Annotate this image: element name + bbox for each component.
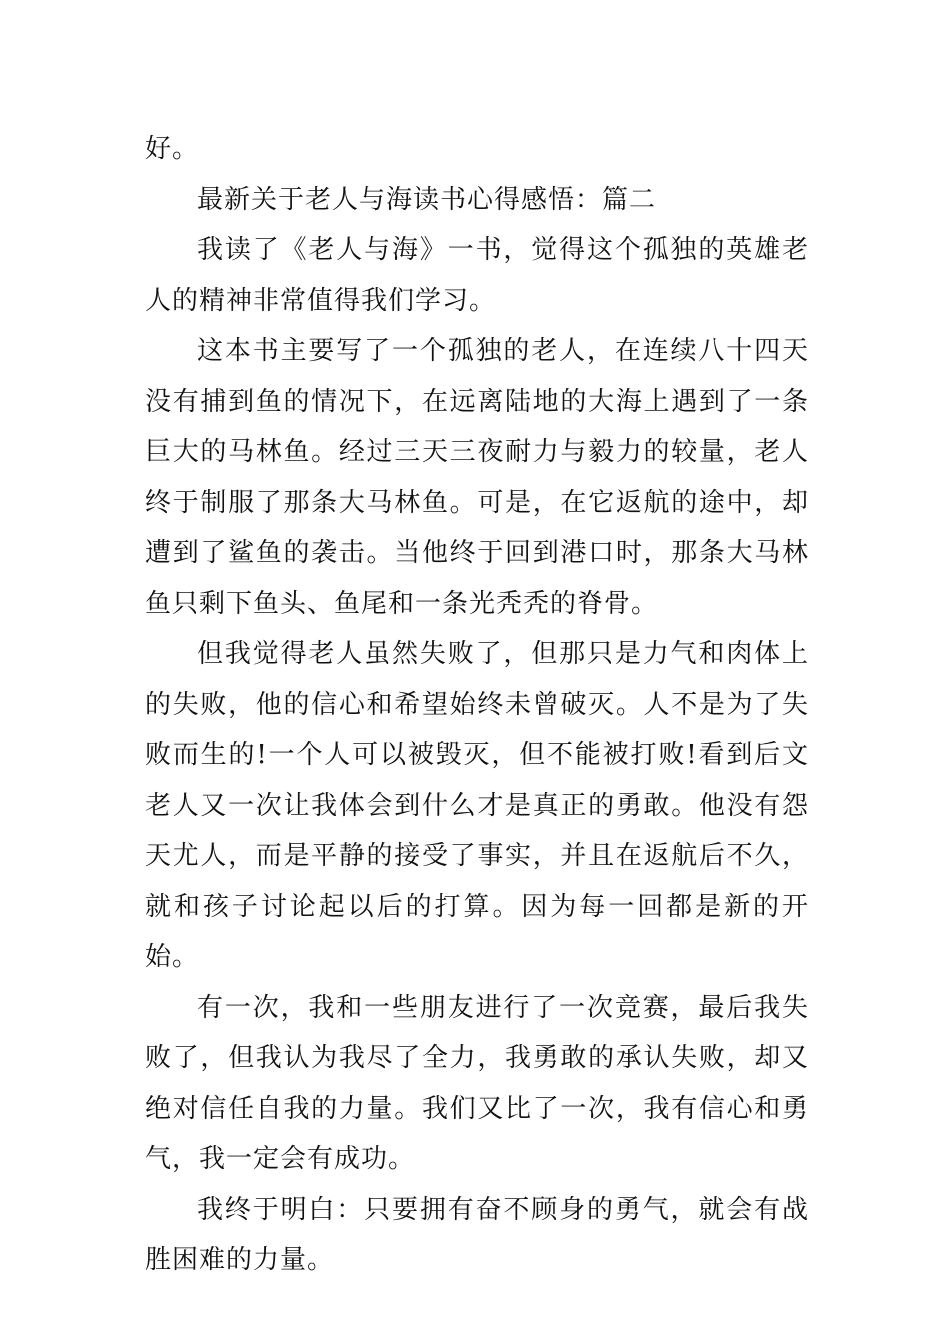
paragraph-continuation: 好。 [145, 134, 200, 164]
paragraph-summary: 这本书主要写了一个孤独的老人，在连续八十四天没有捕到鱼的情况下，在远离陆地的大海上遇到了一条巨大的马林鱼。经过三天三夜耐力与毅力的较量，老人终于制服了那条大马林鱼。可是，在它返航的途中，却遭到了鲨鱼的袭击。当他终于回到港口时，那条大马林鱼只剩下鱼头、鱼尾和一条光秃秃的脊骨。 [145, 336, 809, 619]
paragraph-experience: 有一次，我和一些朋友进行了一次竞赛，最后我失败了，但我认为我尽了全力，我勇敢的承认失败，却又绝对信任自我的力量。我们又比了一次，我有信心和勇气，我一定会有成功。 [145, 992, 809, 1174]
document-body [145, 124, 809, 1286]
paragraph-conclusion: 我终于明白：只要拥有奋不顾身的勇气，就会有战胜困难的力量。 [145, 1194, 809, 1275]
paragraph-intro: 我读了《老人与海》一书，觉得这个孤独的英雄老人的精神非常值得我们学习。 [145, 235, 809, 316]
section-heading: 最新关于老人与海读书心得感悟：篇二 [197, 184, 657, 215]
paragraph-reflection: 但我觉得老人虽然失败了，但那只是力气和肉体上的失败，他的信心和希望始终未曾破灭。人不是为了失败而生的!一个人可以被毁灭，但不能被打败!看到后文老人又一次让我体会到什么才是真正的勇敢。他没有怨天尤人，而是平静的接受了事实，并且在返航后不久，就和孩子讨论起以后的打算。因为每一回都是新的开始。 [145, 639, 809, 972]
